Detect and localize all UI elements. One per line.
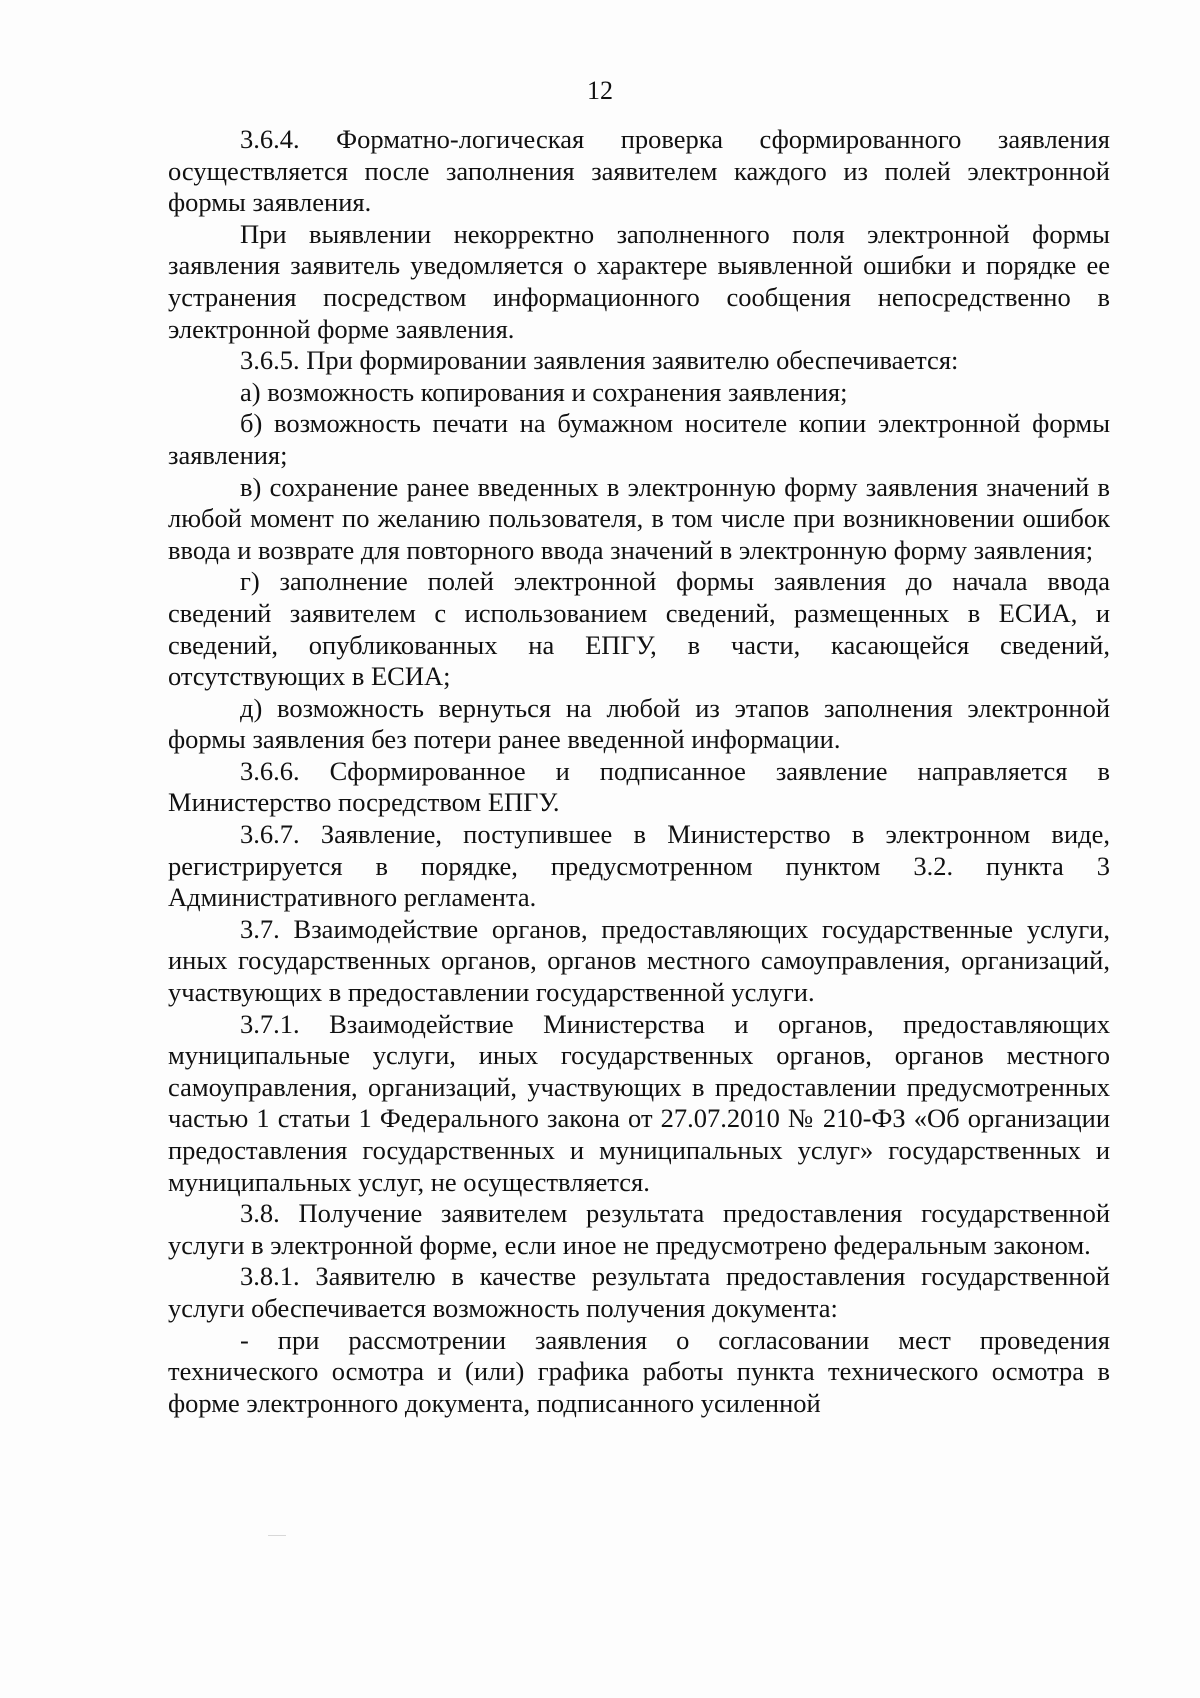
list-item-g: г) заполнение полей электронной формы заявления до начала ввода сведений заявителем с использованием сведений, размещенных в ЕСИА, и сведений, опубликованных на ЕПГУ, в части, касающейся сведений, отсутствующих в ЕСИА;: [168, 566, 1110, 692]
list-item-d: д) возможность вернуться на любой из этапов заполнения электронной формы заявления без потери ранее введенной информации.: [168, 692, 1110, 755]
paragraph-3-6-7: 3.6.7. Заявление, поступившее в Министерство в электронном виде, регистрируется в порядке, предусмотренном пунктом 3.2. пункта 3 Административного регламента.: [168, 819, 1110, 913]
list-item-dash: - при рассмотрении заявления о согласовании мест проведения технического осмотра и (или) графика работы пункта технического осмотра в форме электронного документа, подписанного усиленной: [168, 1324, 1110, 1418]
document-body: [168, 124, 1110, 1419]
list-item-v: в) сохранение ранее введенных в электронную форму заявления значений в любой момент по желанию пользователя, в том числе при возникновении ошибок ввода и возврате для повторного ввода значений в электронную форму заявления;: [168, 471, 1110, 565]
paragraph-3-8: 3.8. Получение заявителем результата предоставления государственной услуги в электронной форме, если иное не предусмотрено федеральным законом.: [168, 1198, 1110, 1260]
paragraph-3-7-1: 3.7.1. Взаимодействие Министерства и органов, предоставляющих муниципальные услуги, иных государственных органов, органов местного самоуправления, организаций, участвующих в предоставлении предусмотренных частью 1 статьи 1 Федерального закона от 27.07.2010 № 210-ФЗ «Об организации предоставления государственных и муниципальных услуг» государственных и муниципальных услуг, не осуществляется.: [168, 1008, 1110, 1197]
paragraph-3-6-4: 3.6.4. Форматно-логическая проверка сформированного заявления осуществляется после заполнения заявителем каждого из полей электронной формы заявления.: [168, 124, 1110, 218]
paragraph-error-notification: При выявлении некорректно заполненного поля электронной формы заявления заявитель уведомляется о характере выявленной ошибки и порядке ее устранения посредством информационного сообщения непосредственно в электронной форме заявления.: [168, 218, 1110, 344]
paragraph-3-7: 3.7. Взаимодействие органов, предоставляющих государственные услуги, иных государственных органов, органов местного самоуправления, организаций, участвующих в предоставлении государственной услуги.: [168, 913, 1110, 1008]
page-number: 12: [587, 76, 613, 105]
paragraph-3-6-5: 3.6.5. При формировании заявления заявителю обеспечивается:: [240, 345, 959, 376]
list-item-b: б) возможность печати на бумажном носителе копии электронной формы заявления;: [168, 408, 1110, 470]
scan-artifact-line: [268, 1535, 286, 1536]
paragraph-3-6-6: 3.6.6. Сформированное и подписанное заявление направляется в Министерство посредством ЕПГУ.: [168, 755, 1110, 818]
list-item-a: а) возможность копирования и сохранения заявления;: [240, 376, 848, 407]
paragraph-3-8-1: 3.8.1. Заявителю в качестве результата предоставления государственной услуги обеспечивается возможность получения документа:: [168, 1261, 1110, 1323]
